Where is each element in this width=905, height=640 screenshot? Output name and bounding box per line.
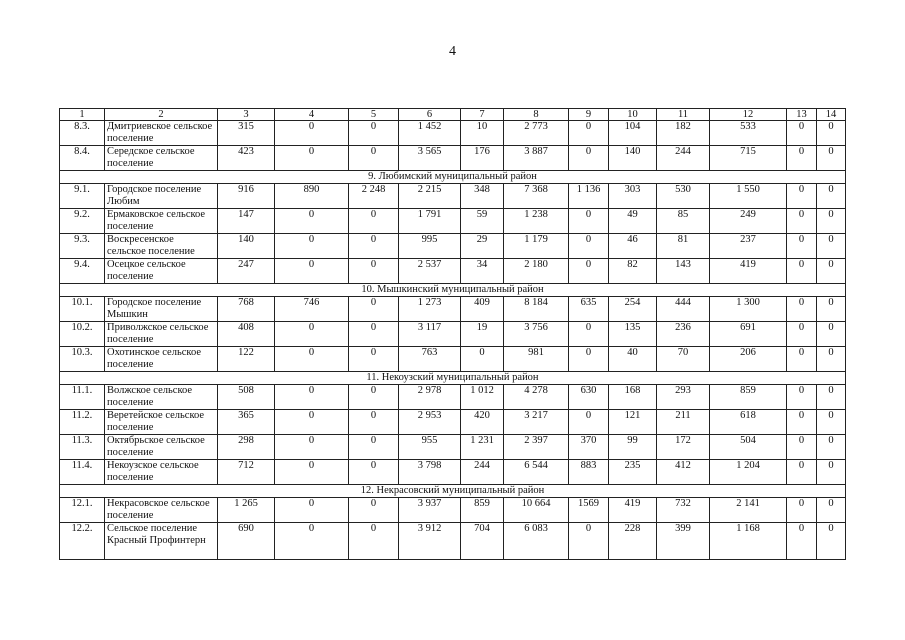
- value-cell: 690: [218, 523, 275, 560]
- column-number: 2: [105, 109, 218, 121]
- value-cell: 82: [609, 259, 657, 284]
- district-title: 10. Мышкинский муниципальный район: [60, 284, 846, 297]
- value-cell: 3 565: [399, 146, 461, 171]
- settlement-name: Приволжское сельское поселение: [105, 322, 218, 347]
- row-index: 8.4.: [60, 146, 105, 171]
- value-cell: 228: [609, 523, 657, 560]
- value-cell: 236: [657, 322, 710, 347]
- table-row: [60, 385, 846, 410]
- value-cell: 298: [218, 435, 275, 460]
- column-number: 14: [817, 109, 846, 121]
- value-cell: 0: [787, 523, 817, 560]
- column-number-row: [60, 109, 846, 121]
- table-row: [60, 146, 846, 171]
- value-cell: 10: [461, 121, 504, 146]
- data-table: [59, 108, 846, 560]
- value-cell: 0: [349, 460, 399, 485]
- value-cell: 143: [657, 259, 710, 284]
- value-cell: 0: [787, 209, 817, 234]
- table-row: [60, 297, 846, 322]
- value-cell: 890: [275, 184, 349, 209]
- district-title: 11. Некоузский муниципальный район: [60, 372, 846, 385]
- value-cell: 99: [609, 435, 657, 460]
- value-cell: 0: [349, 297, 399, 322]
- value-cell: 399: [657, 523, 710, 560]
- value-cell: 618: [710, 410, 787, 435]
- value-cell: 0: [787, 460, 817, 485]
- value-cell: 235: [609, 460, 657, 485]
- value-cell: 712: [218, 460, 275, 485]
- value-cell: 508: [218, 385, 275, 410]
- row-index: 10.3.: [60, 347, 105, 372]
- value-cell: 2 248: [349, 184, 399, 209]
- column-number: 13: [787, 109, 817, 121]
- value-cell: 1 012: [461, 385, 504, 410]
- value-cell: 859: [710, 385, 787, 410]
- district-section-row: [60, 171, 846, 184]
- district-section-row: [60, 284, 846, 297]
- value-cell: 0: [349, 498, 399, 523]
- row-index: 8.3.: [60, 121, 105, 146]
- value-cell: 1 300: [710, 297, 787, 322]
- settlement-name: Сельское поселение Красный Профинтерн: [105, 523, 218, 560]
- value-cell: 0: [275, 234, 349, 259]
- value-cell: 19: [461, 322, 504, 347]
- value-cell: 0: [817, 297, 846, 322]
- table-row: [60, 184, 846, 209]
- value-cell: 0: [569, 121, 609, 146]
- value-cell: 0: [787, 410, 817, 435]
- table-row: [60, 435, 846, 460]
- row-index: 12.1.: [60, 498, 105, 523]
- value-cell: 3 117: [399, 322, 461, 347]
- column-number: 9: [569, 109, 609, 121]
- value-cell: 370: [569, 435, 609, 460]
- value-cell: 0: [817, 322, 846, 347]
- value-cell: 247: [218, 259, 275, 284]
- value-cell: 0: [349, 410, 399, 435]
- settlement-name: Осецкое сельское поселение: [105, 259, 218, 284]
- settlement-name: Охотинское сельское поселение: [105, 347, 218, 372]
- value-cell: 0: [817, 234, 846, 259]
- value-cell: 237: [710, 234, 787, 259]
- value-cell: 0: [349, 347, 399, 372]
- value-cell: 955: [399, 435, 461, 460]
- value-cell: 732: [657, 498, 710, 523]
- settlement-name: Городское поселение Мышкин: [105, 297, 218, 322]
- column-number: 8: [504, 109, 569, 121]
- value-cell: 206: [710, 347, 787, 372]
- table-row: [60, 209, 846, 234]
- value-cell: 168: [609, 385, 657, 410]
- value-cell: 409: [461, 297, 504, 322]
- value-cell: 0: [569, 322, 609, 347]
- value-cell: 0: [275, 410, 349, 435]
- row-index: 9.4.: [60, 259, 105, 284]
- value-cell: 365: [218, 410, 275, 435]
- column-number: 7: [461, 109, 504, 121]
- value-cell: 2 953: [399, 410, 461, 435]
- row-index: 9.2.: [60, 209, 105, 234]
- value-cell: 254: [609, 297, 657, 322]
- value-cell: 0: [349, 385, 399, 410]
- value-cell: 0: [787, 435, 817, 460]
- value-cell: 59: [461, 209, 504, 234]
- value-cell: 3 798: [399, 460, 461, 485]
- table-row: [60, 523, 846, 560]
- settlement-name: Октябрьское сельское поселение: [105, 435, 218, 460]
- value-cell: 746: [275, 297, 349, 322]
- value-cell: 412: [657, 460, 710, 485]
- value-cell: 10 664: [504, 498, 569, 523]
- value-cell: 0: [349, 209, 399, 234]
- district-section-row: [60, 485, 846, 498]
- value-cell: 2 141: [710, 498, 787, 523]
- value-cell: 3 912: [399, 523, 461, 560]
- value-cell: 0: [817, 498, 846, 523]
- value-cell: 530: [657, 184, 710, 209]
- page-number: 4: [449, 44, 456, 59]
- value-cell: 630: [569, 385, 609, 410]
- value-cell: 303: [609, 184, 657, 209]
- value-cell: 2 215: [399, 184, 461, 209]
- value-cell: 85: [657, 209, 710, 234]
- value-cell: 1 204: [710, 460, 787, 485]
- value-cell: 1 179: [504, 234, 569, 259]
- value-cell: 0: [787, 121, 817, 146]
- value-cell: 0: [817, 523, 846, 560]
- value-cell: 34: [461, 259, 504, 284]
- district-section-row: [60, 372, 846, 385]
- value-cell: 176: [461, 146, 504, 171]
- district-title: 9. Любимский муниципальный район: [60, 171, 846, 184]
- value-cell: 172: [657, 435, 710, 460]
- value-cell: 348: [461, 184, 504, 209]
- table-row: [60, 498, 846, 523]
- column-number: 12: [710, 109, 787, 121]
- value-cell: 6 544: [504, 460, 569, 485]
- value-cell: 916: [218, 184, 275, 209]
- row-index: 11.4.: [60, 460, 105, 485]
- value-cell: 1 791: [399, 209, 461, 234]
- value-cell: 135: [609, 322, 657, 347]
- row-index: 9.1.: [60, 184, 105, 209]
- value-cell: 0: [275, 435, 349, 460]
- value-cell: 0: [787, 184, 817, 209]
- value-cell: 182: [657, 121, 710, 146]
- value-cell: 1 168: [710, 523, 787, 560]
- value-cell: 8 184: [504, 297, 569, 322]
- column-number: 6: [399, 109, 461, 121]
- value-cell: 0: [817, 347, 846, 372]
- value-cell: 763: [399, 347, 461, 372]
- value-cell: 1 231: [461, 435, 504, 460]
- value-cell: 1 136: [569, 184, 609, 209]
- value-cell: 420: [461, 410, 504, 435]
- value-cell: 0: [817, 259, 846, 284]
- value-cell: 0: [275, 523, 349, 560]
- table-row: [60, 347, 846, 372]
- value-cell: 0: [787, 259, 817, 284]
- table-row: [60, 410, 846, 435]
- value-cell: 0: [817, 435, 846, 460]
- value-cell: 0: [275, 385, 349, 410]
- value-cell: 49: [609, 209, 657, 234]
- value-cell: 883: [569, 460, 609, 485]
- value-cell: 244: [461, 460, 504, 485]
- value-cell: 704: [461, 523, 504, 560]
- value-cell: 147: [218, 209, 275, 234]
- value-cell: 444: [657, 297, 710, 322]
- value-cell: 0: [787, 234, 817, 259]
- value-cell: 70: [657, 347, 710, 372]
- row-index: 11.1.: [60, 385, 105, 410]
- value-cell: 715: [710, 146, 787, 171]
- value-cell: 1 273: [399, 297, 461, 322]
- value-cell: 0: [787, 322, 817, 347]
- value-cell: 104: [609, 121, 657, 146]
- value-cell: 0: [817, 146, 846, 171]
- value-cell: 0: [787, 347, 817, 372]
- value-cell: 0: [817, 184, 846, 209]
- value-cell: 0: [349, 322, 399, 347]
- value-cell: 0: [461, 347, 504, 372]
- table-row: [60, 460, 846, 485]
- value-cell: 0: [817, 410, 846, 435]
- column-number: 10: [609, 109, 657, 121]
- column-number: 5: [349, 109, 399, 121]
- value-cell: 29: [461, 234, 504, 259]
- value-cell: 0: [569, 259, 609, 284]
- value-cell: 140: [218, 234, 275, 259]
- value-cell: 0: [275, 347, 349, 372]
- value-cell: 2 978: [399, 385, 461, 410]
- value-cell: 533: [710, 121, 787, 146]
- value-cell: 293: [657, 385, 710, 410]
- row-index: 9.3.: [60, 234, 105, 259]
- value-cell: 0: [275, 460, 349, 485]
- value-cell: 2 180: [504, 259, 569, 284]
- row-index: 10.1.: [60, 297, 105, 322]
- value-cell: 0: [569, 146, 609, 171]
- value-cell: 1 550: [710, 184, 787, 209]
- value-cell: 0: [569, 209, 609, 234]
- value-cell: 244: [657, 146, 710, 171]
- value-cell: 1569: [569, 498, 609, 523]
- settlement-name: Середское сельское поселение: [105, 146, 218, 171]
- value-cell: 423: [218, 146, 275, 171]
- settlement-name: Воскресенское сельское поселение: [105, 234, 218, 259]
- value-cell: 691: [710, 322, 787, 347]
- settlement-name: Некоузское сельское поселение: [105, 460, 218, 485]
- value-cell: 0: [275, 322, 349, 347]
- value-cell: 0: [817, 209, 846, 234]
- value-cell: 6 083: [504, 523, 569, 560]
- value-cell: 121: [609, 410, 657, 435]
- row-index: 11.3.: [60, 435, 105, 460]
- value-cell: 981: [504, 347, 569, 372]
- value-cell: 249: [710, 209, 787, 234]
- value-cell: 0: [787, 385, 817, 410]
- settlement-name: Волжское сельское поселение: [105, 385, 218, 410]
- value-cell: 0: [275, 259, 349, 284]
- table-row: [60, 234, 846, 259]
- value-cell: 0: [569, 234, 609, 259]
- value-cell: 2 537: [399, 259, 461, 284]
- value-cell: 995: [399, 234, 461, 259]
- value-cell: 0: [349, 259, 399, 284]
- value-cell: 768: [218, 297, 275, 322]
- value-cell: 1 452: [399, 121, 461, 146]
- value-cell: 419: [710, 259, 787, 284]
- row-index: 11.2.: [60, 410, 105, 435]
- value-cell: 7 368: [504, 184, 569, 209]
- value-cell: 0: [349, 121, 399, 146]
- value-cell: 0: [275, 209, 349, 234]
- value-cell: 0: [787, 498, 817, 523]
- value-cell: 140: [609, 146, 657, 171]
- value-cell: 40: [609, 347, 657, 372]
- column-number: 11: [657, 109, 710, 121]
- value-cell: 419: [609, 498, 657, 523]
- value-cell: 859: [461, 498, 504, 523]
- column-number: 1: [60, 109, 105, 121]
- value-cell: 0: [817, 460, 846, 485]
- value-cell: 0: [787, 146, 817, 171]
- district-title: 12. Некрасовский муниципальный район: [60, 485, 846, 498]
- value-cell: 408: [218, 322, 275, 347]
- row-index: 12.2.: [60, 523, 105, 560]
- value-cell: 0: [349, 146, 399, 171]
- value-cell: 1 238: [504, 209, 569, 234]
- value-cell: 0: [349, 435, 399, 460]
- value-cell: 211: [657, 410, 710, 435]
- value-cell: 0: [275, 498, 349, 523]
- settlement-name: Веретейское сельское поселение: [105, 410, 218, 435]
- value-cell: 2 773: [504, 121, 569, 146]
- value-cell: 46: [609, 234, 657, 259]
- value-cell: 635: [569, 297, 609, 322]
- table-row: [60, 121, 846, 146]
- value-cell: 0: [349, 523, 399, 560]
- table-row: [60, 322, 846, 347]
- settlement-name: Городское поселение Любим: [105, 184, 218, 209]
- table-row: [60, 259, 846, 284]
- value-cell: 3 217: [504, 410, 569, 435]
- value-cell: 122: [218, 347, 275, 372]
- value-cell: 81: [657, 234, 710, 259]
- settlement-name: Некрасовское сельское поселение: [105, 498, 218, 523]
- value-cell: 2 397: [504, 435, 569, 460]
- settlement-name: Ермаковское сельское поселение: [105, 209, 218, 234]
- value-cell: 0: [569, 523, 609, 560]
- value-cell: 0: [569, 347, 609, 372]
- value-cell: 0: [569, 410, 609, 435]
- value-cell: 0: [275, 146, 349, 171]
- value-cell: 3 887: [504, 146, 569, 171]
- value-cell: 3 937: [399, 498, 461, 523]
- column-number: 4: [275, 109, 349, 121]
- row-index: 10.2.: [60, 322, 105, 347]
- value-cell: 0: [275, 121, 349, 146]
- value-cell: 0: [817, 385, 846, 410]
- settlement-name: Дмитриевское сельское поселение: [105, 121, 218, 146]
- value-cell: 3 756: [504, 322, 569, 347]
- value-cell: 0: [349, 234, 399, 259]
- value-cell: 1 265: [218, 498, 275, 523]
- value-cell: 0: [817, 121, 846, 146]
- column-number: 3: [218, 109, 275, 121]
- value-cell: 0: [787, 297, 817, 322]
- value-cell: 315: [218, 121, 275, 146]
- value-cell: 504: [710, 435, 787, 460]
- value-cell: 4 278: [504, 385, 569, 410]
- table-body: [60, 121, 846, 560]
